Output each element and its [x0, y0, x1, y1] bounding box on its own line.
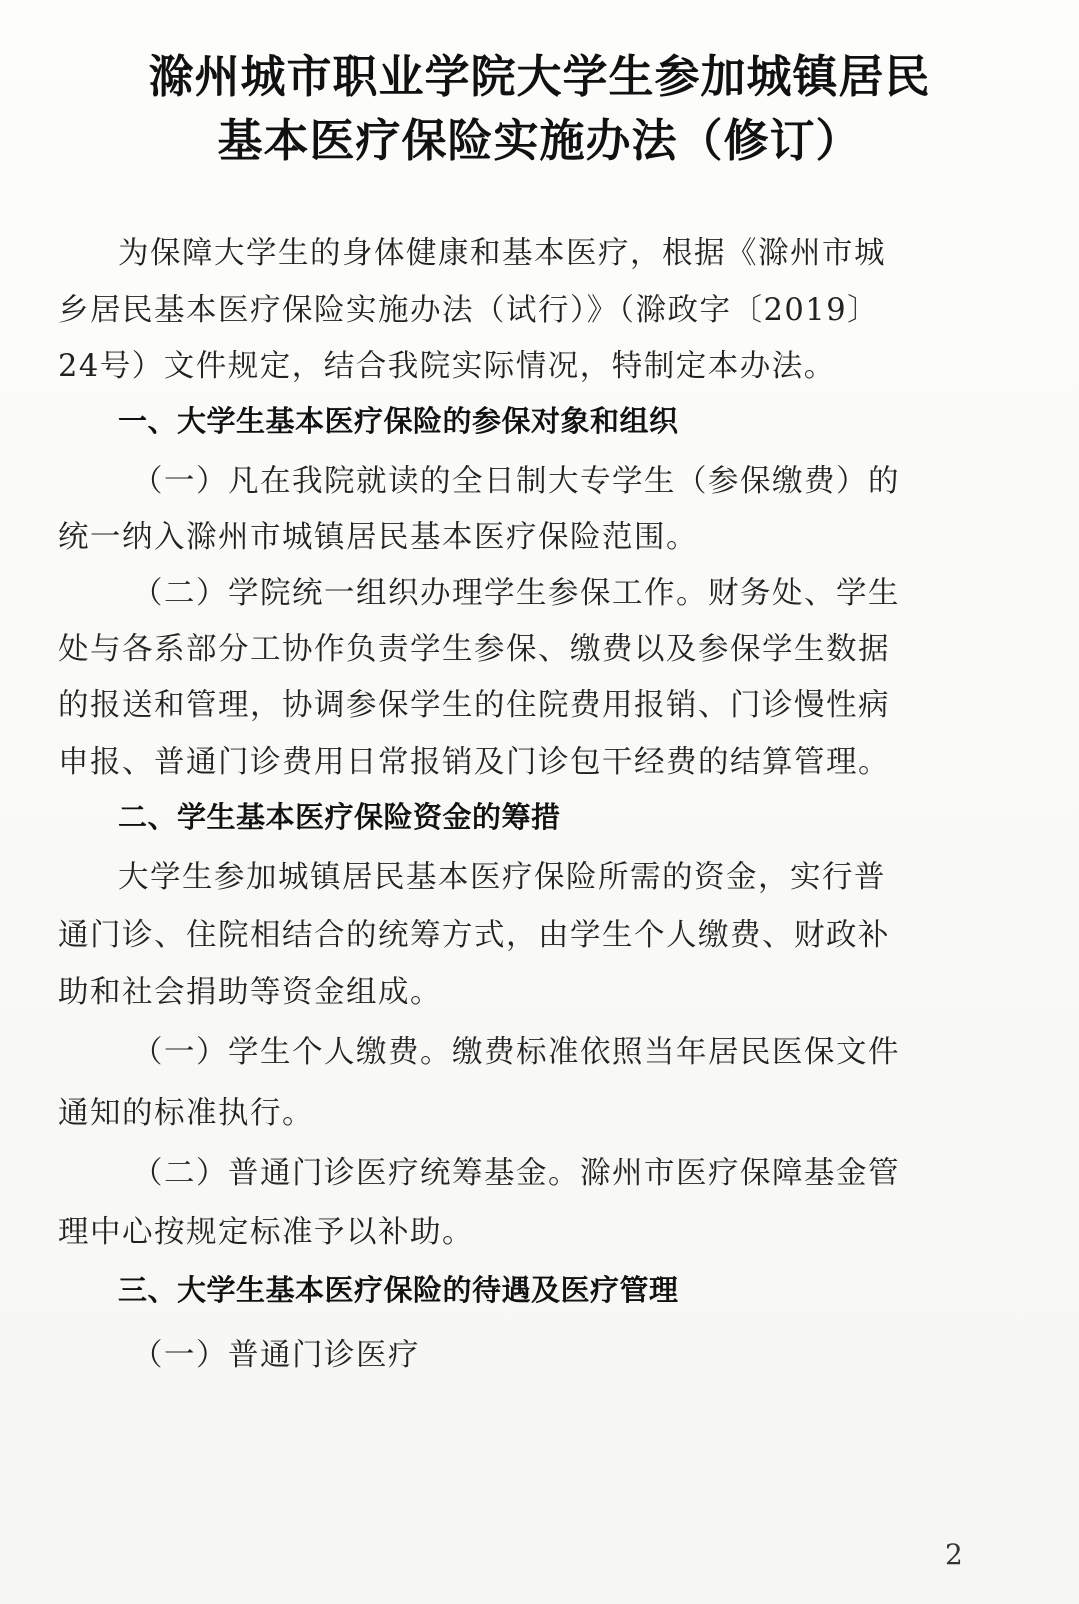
body-line: （一）凡在我院就读的全日制大专学生（参保缴费）的 — [132, 464, 900, 499]
section-heading-2: 二、学生基本医疗保险资金的筹措 — [118, 800, 561, 834]
page-number: 2 — [945, 1538, 963, 1571]
document-title-line-2: 基本医疗保险实施办法（修订） — [217, 114, 862, 167]
body-line: 统一纳入滁州市城镇居民基本医疗保险范围。 — [58, 520, 698, 555]
body-line: 处与各系部分工协作负责学生参保、缴费以及参保学生数据 — [58, 632, 890, 667]
body-line: （二）普通门诊医疗统筹基金。滁州市医疗保障基金管 — [132, 1156, 900, 1191]
body-line: 为保障大学生的身体健康和基本医疗，根据《滁州市城 — [118, 236, 886, 271]
body-line: 的报送和管理，协调参保学生的住院费用报销、门诊慢性病 — [58, 688, 890, 723]
body-line: （一）普通门诊医疗 — [132, 1338, 420, 1373]
body-line: （二）学院统一组织办理学生参保工作。财务处、学生 — [132, 576, 900, 611]
body-line: 理中心按规定标准予以补助。 — [58, 1215, 474, 1250]
section-heading-1: 一、大学生基本医疗保险的参保对象和组织 — [118, 404, 679, 438]
body-line: 大学生参加城镇居民基本医疗保险所需的资金，实行普 — [118, 860, 886, 895]
body-line: 通知的标准执行。 — [58, 1096, 314, 1131]
section-heading-3: 三、大学生基本医疗保险的待遇及医疗管理 — [118, 1273, 679, 1307]
body-line: 通门诊、住院相结合的统筹方式，由学生个人缴费、财政补 — [58, 918, 890, 953]
body-line: 助和社会捐助等资金组成。 — [58, 975, 442, 1010]
document-title-line-1: 滁州城市职业学院大学生参加城镇居民 — [148, 50, 931, 103]
body-line: 申报、普通门诊费用日常报销及门诊包干经费的结算管理。 — [58, 745, 890, 780]
body-line: （一）学生个人缴费。缴费标准依照当年居民医保文件 — [132, 1035, 900, 1070]
body-line: 24号）文件规定，结合我院实际情况，特制定本办法。 — [58, 349, 836, 384]
body-line: 乡居民基本医疗保险实施办法（试行）》（滁政字〔2019〕 — [58, 293, 880, 328]
